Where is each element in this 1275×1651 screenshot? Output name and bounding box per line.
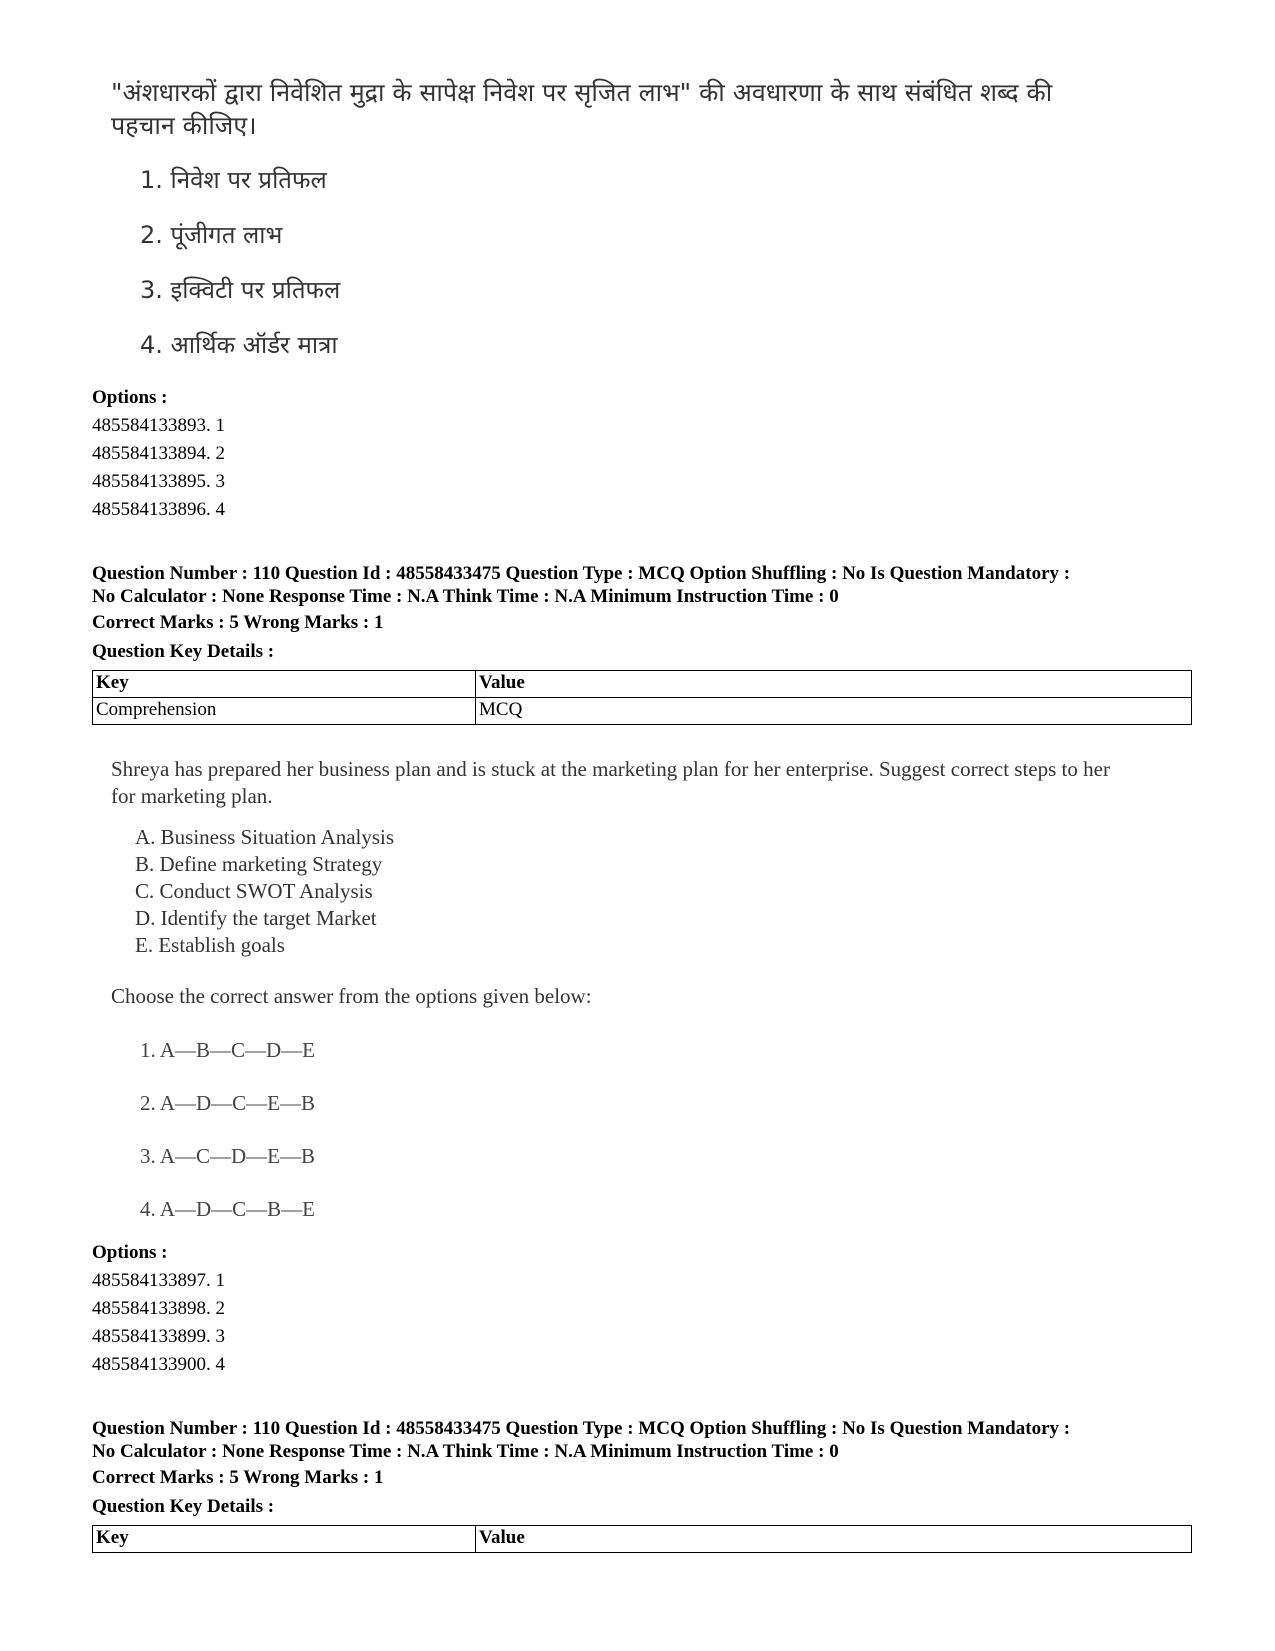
- option-id: 485584133900. 4: [92, 1354, 225, 1375]
- question-meta-line1: Question Number : 110 Question Id : 48558433475 Question Type : MCQ Option Shuffling : No Is Question Mandatory :: [92, 563, 1071, 584]
- marks-line: Correct Marks : 5 Wrong Marks : 1: [92, 612, 384, 633]
- marks-line: Correct Marks : 5 Wrong Marks : 1: [92, 1467, 384, 1488]
- table-header-value: Value: [476, 671, 1192, 698]
- list-item: B. Define marketing Strategy: [135, 852, 383, 876]
- choice-3: 3. A—C—D—E—B: [140, 1144, 316, 1168]
- table-header-key: Key: [93, 671, 476, 698]
- list-item: E. Establish goals: [135, 933, 285, 957]
- question-meta-line1: Question Number : 110 Question Id : 48558433475 Question Type : MCQ Option Shuffling : No Is Question Mandatory :: [92, 1418, 1071, 1439]
- question-meta-line2: No Calculator : None Response Time : N.A Think Time : N.A Minimum Instruction Time : 0: [92, 586, 839, 607]
- choice-4: 4. A—D—C—B—E: [140, 1197, 316, 1221]
- option-id: 485584133899. 3: [92, 1326, 225, 1347]
- choice-2: 2. पूंजीगत लाभ: [140, 221, 283, 249]
- question-text-english: Shreya has prepared her business plan and is stuck at the marketing plan for her enterprise. Suggest correct steps to her for marketing plan.: [111, 757, 1110, 808]
- list-item: C. Conduct SWOT Analysis: [135, 879, 373, 903]
- choice-1: 1. A—B—C—D—E: [140, 1038, 316, 1062]
- instruction-text: Choose the correct answer from the options given below:: [111, 984, 592, 1008]
- table-header-row: [93, 1526, 1192, 1553]
- option-id: 485584133896. 4: [92, 499, 225, 520]
- list-item: D. Identify the target Market: [135, 906, 377, 930]
- key-details-label: Question Key Details :: [92, 641, 275, 662]
- table-header-value: Value: [476, 1526, 1192, 1553]
- table-row: [93, 698, 1192, 725]
- question-text-hindi: "अंशधारकों द्वारा निवेशित मुद्रा के सापेक्ष निवेश पर सृजित लाभ" की अवधारणा के साथ संबंधित शब्द की पहचान कीजिए।: [111, 78, 1053, 140]
- options-label: Options :: [92, 1242, 168, 1263]
- choice-1: 1. निवेश पर प्रतिफल: [140, 166, 327, 194]
- list-item: A. Business Situation Analysis: [135, 825, 395, 849]
- choice-4: 4. आर्थिक ऑर्डर मात्रा: [140, 331, 338, 359]
- option-id: 485584133893. 1: [92, 415, 225, 436]
- table-header-key: Key: [93, 1526, 476, 1553]
- key-details-table: [92, 670, 1192, 725]
- option-id: 485584133894. 2: [92, 443, 225, 464]
- question-meta-line2: No Calculator : None Response Time : N.A Think Time : N.A Minimum Instruction Time : 0: [92, 1441, 839, 1462]
- option-id: 485584133897. 1: [92, 1270, 225, 1291]
- choice-3: 3. इक्विटी पर प्रतिफल: [140, 276, 341, 304]
- table-cell-key: Comprehension: [93, 698, 476, 725]
- key-details-table: [92, 1525, 1192, 1553]
- table-cell-value: MCQ: [476, 698, 1192, 725]
- option-id: 485584133895. 3: [92, 471, 225, 492]
- table-header-row: [93, 671, 1192, 698]
- option-id: 485584133898. 2: [92, 1298, 225, 1319]
- choice-2: 2. A—D—C—E—B: [140, 1091, 316, 1115]
- key-details-label: Question Key Details :: [92, 1496, 275, 1517]
- options-label: Options :: [92, 387, 168, 408]
